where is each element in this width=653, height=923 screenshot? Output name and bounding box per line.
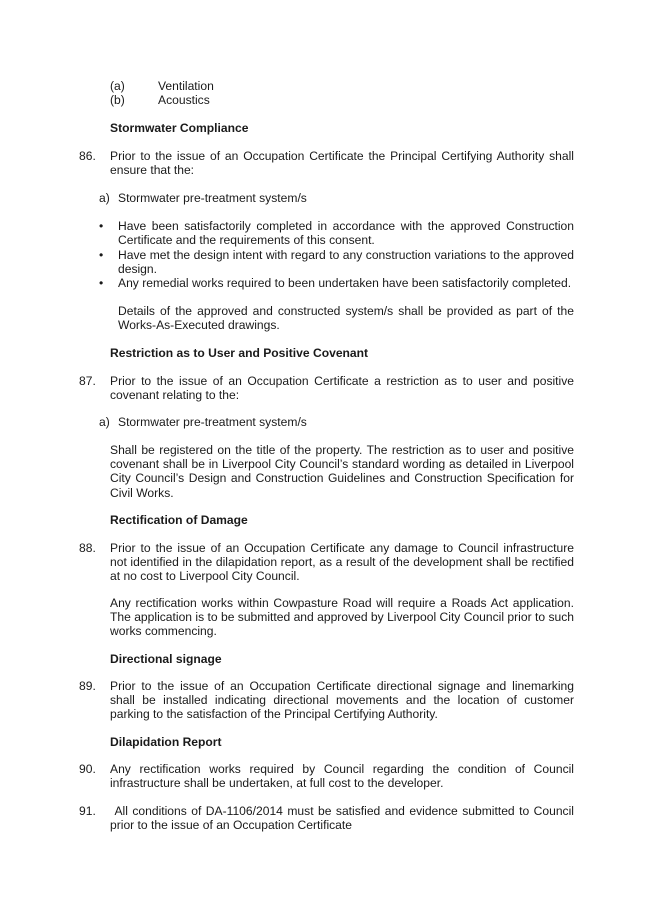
bullet-text: Any remedial works required to been undertaken have been satisfactorily completed.: [118, 276, 572, 290]
list-text: Ventilation: [158, 79, 214, 93]
condition-text: Any rectification works required by Council regarding the condition of Council infrastructure shall be undertaken, at full cost to the developer.: [110, 762, 574, 791]
condition-number: 88.: [79, 541, 96, 555]
section-heading: Rectification of Damage: [110, 513, 248, 527]
section-heading: Restriction as to User and Positive Covenant: [110, 346, 369, 360]
condition-text: Prior to the issue of an Occupation Certificate any damage to Council infrastructure not identified in the dilapidation report, as a result of the development shall be rectified at no cost to Liverpool City Council.: [110, 541, 574, 584]
condition-text: All conditions of DA-1106/2014 must be satisfied and evidence submitted to Council prior to the issue of an Occupation Certificate: [110, 804, 578, 833]
section-heading: Stormwater Compliance: [110, 121, 249, 135]
sub-marker: a): [99, 415, 110, 429]
bullet-icon: •: [99, 276, 104, 290]
list-text: Acoustics: [158, 93, 210, 107]
bullet-icon: •: [99, 248, 104, 262]
condition-text: Prior to the issue of an Occupation Certificate a restriction as to user and positive covenant relating to the:: [110, 374, 574, 403]
condition-number: 86.: [79, 149, 96, 163]
sub-marker: a): [99, 191, 110, 205]
condition-number: 91.: [79, 804, 96, 818]
bullet-icon: •: [99, 219, 104, 233]
condition-number: 89.: [79, 679, 96, 693]
condition-text: Prior to the issue of an Occupation Certificate the Principal Certifying Authority shall ensure that the:: [110, 149, 574, 178]
condition-number: 90.: [79, 762, 96, 776]
sub-text: Stormwater pre-treatment system/s: [118, 191, 307, 205]
bullet-text: Have met the design intent with regard to any construction variations to the approved design.: [118, 248, 574, 277]
bullet-text: Have been satisfactorily completed in accordance with the approved Construction Certificate and the requirements of this consent.: [118, 219, 574, 248]
condition-text: Prior to the issue of an Occupation Certificate directional signage and linemarking shall be installed indicating directional movements and the location of customer parking to the satisfaction of the Principal Certifying Authority.: [110, 679, 574, 722]
list-marker: (a): [110, 79, 125, 93]
note-text: Details of the approved and constructed system/s shall be provided as part of the Works-As-Executed drawings.: [118, 304, 574, 333]
section-heading: Dilapidation Report: [110, 735, 222, 749]
section-heading: Directional signage: [110, 652, 222, 666]
sub-text: Stormwater pre-treatment system/s: [118, 415, 307, 429]
note-text: Any rectification works within Cowpasture Road will require a Roads Act application. The application is to be submitted and approved by Liverpool City Council prior to such works commencing.: [110, 596, 574, 639]
list-marker: (b): [110, 93, 125, 107]
note-text: Shall be registered on the title of the property. The restriction as to user and positive covenant shall be in Liverpool City Council’s standard wording as detailed in Liverpool City Council’s Design and Construction Guidelines and Construction Specification for Civil Works.: [110, 443, 574, 500]
condition-number: 87.: [79, 374, 96, 388]
